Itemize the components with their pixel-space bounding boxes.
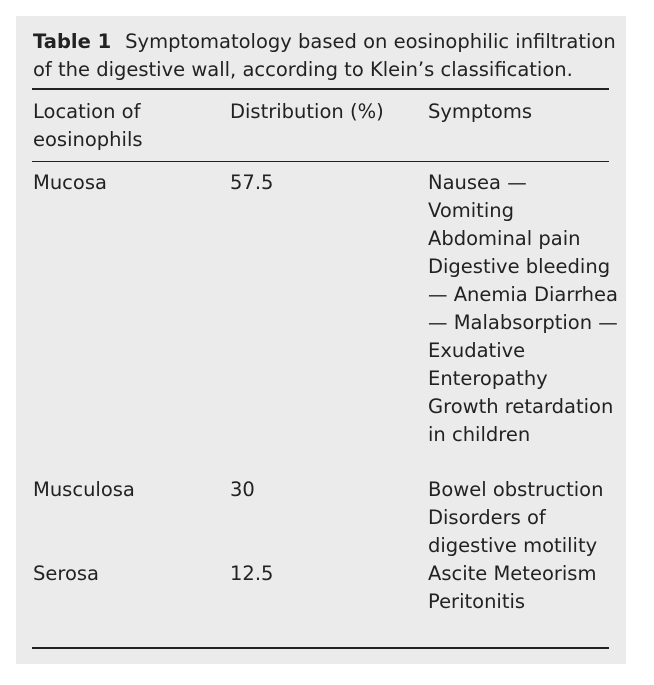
- table-panel: [16, 16, 626, 664]
- table-caption: [33, 28, 623, 84]
- row-location: Serosa: [33, 562, 100, 585]
- row-location: Mucosa: [33, 171, 107, 194]
- header-symptoms: Symptoms: [428, 100, 533, 123]
- row-distribution: 57.5: [230, 171, 274, 194]
- header-rule: [32, 161, 609, 162]
- header-location: Location of eosinophils: [33, 100, 143, 151]
- row-location: Musculosa: [33, 478, 135, 501]
- top-rule: [32, 88, 609, 90]
- row-symptoms: Bowel obstruction Disorders of digestive motility: [428, 478, 604, 557]
- row-distribution: 30: [230, 478, 255, 501]
- table-label: Table 1: [33, 30, 112, 53]
- row-distribution: 12.5: [230, 562, 274, 585]
- table-caption-text: Symptomatology based on eosinophilic infiltration of the digestive wall, according to Klein’s classification.: [33, 30, 616, 81]
- row-symptoms: Ascite Meteorism Peritonitis: [428, 562, 597, 613]
- header-distribution: Distribution (%): [230, 100, 384, 123]
- row-symptoms: Nausea — Vomiting Abdominal pain Digestive bleeding — Anemia Diarrhea — Malabsorption — Exudative Enteropathy Growth retardation in children: [428, 171, 618, 446]
- bottom-rule: [32, 647, 609, 649]
